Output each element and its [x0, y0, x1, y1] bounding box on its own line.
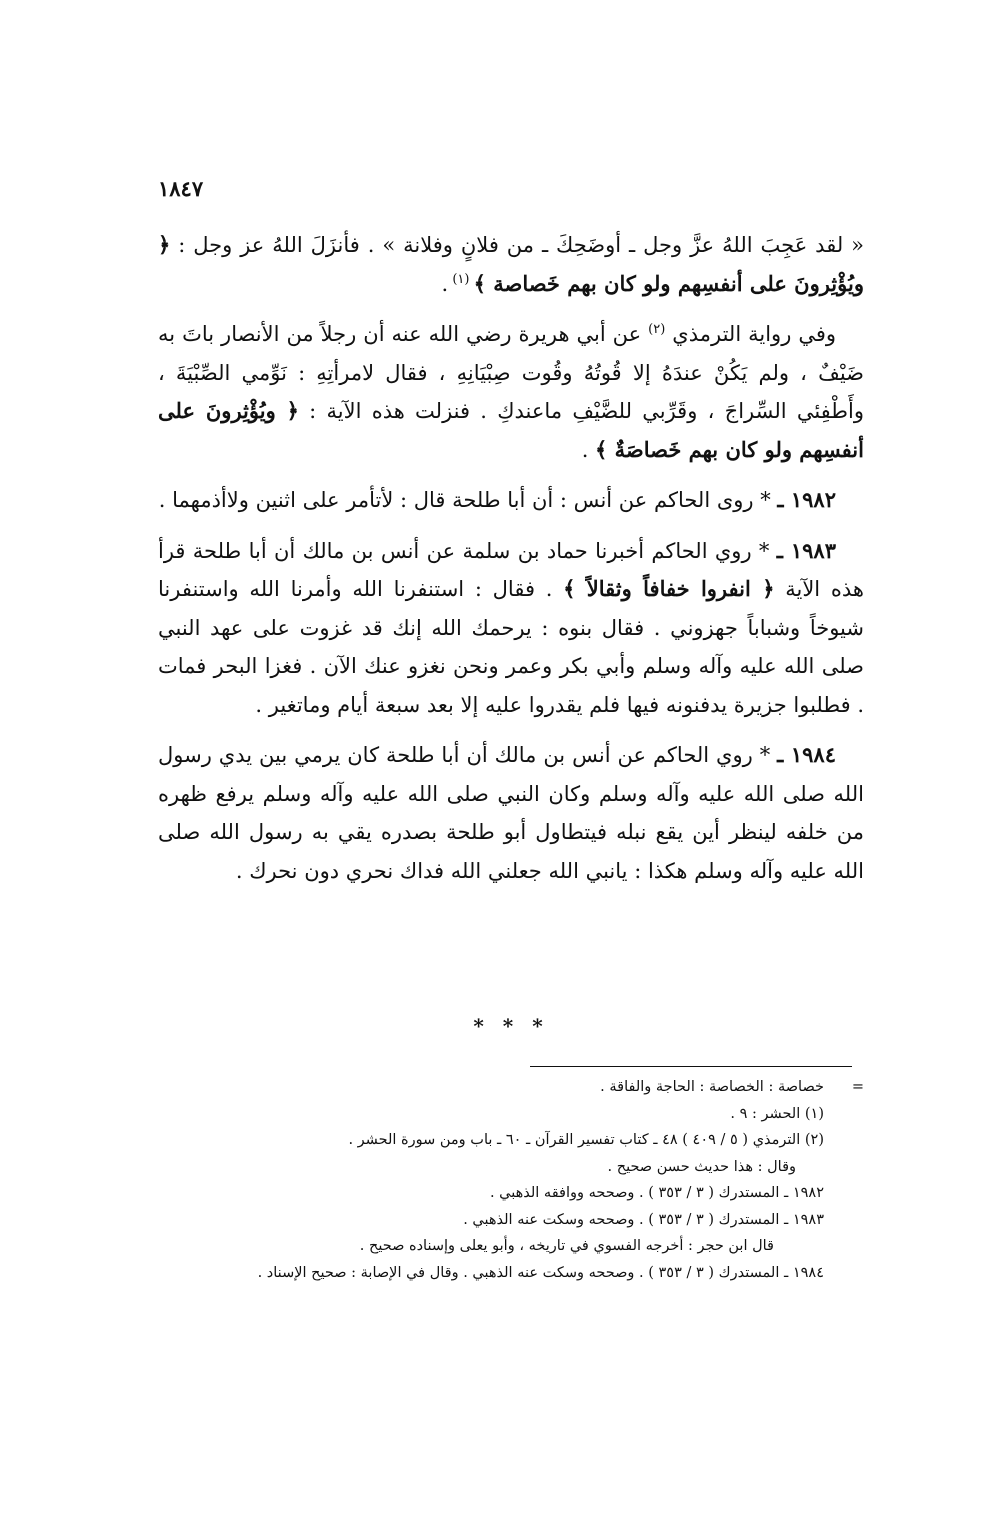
footnote-2-note: وقال : هذا حديث حسن صحيح .	[607, 1158, 796, 1175]
text-run: وفي رواية الترمذي	[665, 322, 836, 346]
footnote-1983: ١٩٨٣ ـ المستدرك ( ٣ / ٣٥٣ ) . وصححه وسكت عنه الذهبي .	[463, 1211, 824, 1228]
main-text	[158, 226, 864, 902]
text-run: « لقد عَجِبَ اللهُ عزَّ وجل ـ أوضَحِكَ ـ من فلانٍ وفلانة » . فأنزَلَ اللهُ عز وجل :	[170, 233, 864, 257]
hadith-1983	[158, 532, 864, 725]
footnote-divider	[530, 1066, 852, 1067]
page-number: ١٨٤٧	[158, 176, 204, 201]
hadith-number: ١٩٨٣ ـ	[776, 537, 836, 563]
hadith-number: ١٩٨٢ ـ	[777, 487, 836, 512]
footnote-text: خصاصة : الخصاصة : الحاجة والفاقة .	[600, 1079, 824, 1095]
footnote-1982: ١٩٨٢ ـ المستدرك ( ٣ / ٣٥٣ ) . وصححه ووافقه الذهبي .	[489, 1185, 824, 1201]
text-run: * روي الحاكم أخبرنا حماد بن سلمة عن أنس بن مالك أن أبا طلحة قرأ هذه الآية	[158, 538, 864, 601]
footnote-1: (١) الحشر : ٩ .	[730, 1105, 824, 1122]
text-run: * روى الحاكم عن أنس : أن أبا طلحة قال : لأتأمر على اثنين ولاأذمهما .	[158, 488, 778, 512]
footnotes	[158, 1074, 864, 1286]
paragraph-1	[158, 226, 864, 303]
quran-quote: ﴿ ويُؤْثِرونَ على أنفسِهم ولو كان بهم خَصاصة ﴾	[158, 232, 864, 296]
footnote-1984: ١٩٨٤ ـ المستدرك ( ٣ / ٣٥٣ ) . وصححه وسكت عنه الذهبي . وقال في الإصابة : صحيح الإسناد .	[257, 1264, 824, 1281]
text-run: .	[441, 271, 449, 296]
footnote-ref: (٢)	[648, 322, 666, 337]
hadith-1982	[158, 481, 864, 520]
section-separator: * * *	[473, 1014, 549, 1038]
paragraph-2	[158, 315, 864, 469]
text-run: .	[581, 437, 596, 462]
continuation-mark: =	[851, 1079, 864, 1095]
hadith-1984	[158, 736, 864, 890]
footnote-continuation	[158, 1074, 864, 1101]
hadith-number: ١٩٨٤ ـ	[777, 742, 836, 767]
text-run: . فقال : استنفرنا الله وأمرنا الله واستنفرنا شيوخاً وشباباً جهزوني . فقال بنوه : يرحمك الله إنك قد غزوت على عهد النبي صلى الله عليه وآله وسلم وأبي بكر وعمر ونحن نغزو عنك الآن . فغزا البحر فمات . فطلبوا جزيرة يدفنونه فيها فلم يقدروا عليه إلا بعد سبعة أيام وماتغير .	[158, 577, 864, 717]
footnote-1983-note: قال ابن حجر : أخرجه الفسوي في تاريخه ، وأبو يعلى وإسناده صحيح .	[359, 1238, 774, 1254]
footnote-2: (٢) الترمذي ( ٥ / ٤٠٩ ) ٤٨ ـ كتاب تفسير القرآن ـ ٦٠ ـ باب ومن سورة الحشر .	[348, 1132, 824, 1148]
text-run: عن أبي هريرة رضي الله عنه أن رجلاً من الأنصار باتَ به ضَيْفٌ ، ولم يَكُنْ عندَهُ إلا قُوتُهُ وقُوت صِبْيَانِهِ ، فقال لامرأتِهِ : نَوِّمي الصِّبْيَةَ ، وأَطْفِئي السِّراجَ ، وقَرِّبي للضَّيْفِ ماعندكِ . فنزلت هذه الآية :	[158, 322, 864, 423]
text-run: * روي الحاكم عن أنس بن مالك أن أبا طلحة كان يرمي بين يدي رسول الله صلى الله عليه وآله وسلم وكان النبي صلى الله عليه وآله وسلم يرفع ظهره من خلفه لينظر أين يقع نبله فيتطاول أبو طلحة بصدره يقي به رسول الله صلى الله عليه وآله وسلم هكذا : يانبي الله جعلني الله فداك نحري دون نحرك .	[158, 743, 864, 883]
quran-quote: ﴿ ويُؤْثِرونَ على أنفسِهم ولو كان بهم خَصاصَةٌ ﴾	[158, 398, 864, 462]
footnote-ref: (١)	[448, 271, 474, 287]
quran-quote: ﴿ انفروا خفافاً وثقالاً ﴾	[563, 576, 775, 601]
